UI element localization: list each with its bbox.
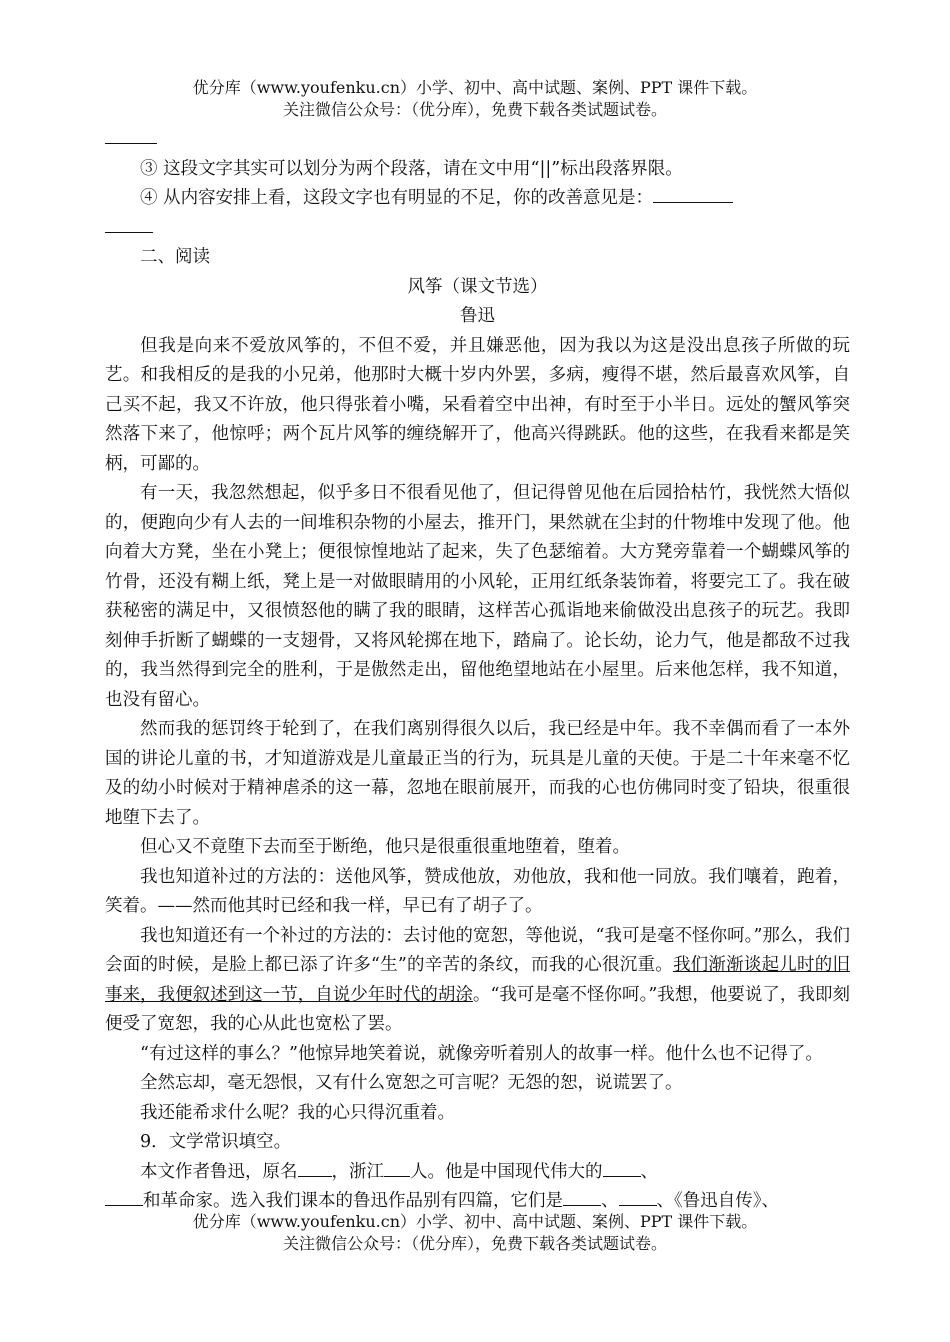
- answer-blank-line: [105, 214, 850, 244]
- passage-paragraph-7: “有过这样的事么？”他惊异地笑着说，就像旁听着别人的故事一样。他什么也不记得了。: [140, 1043, 823, 1064]
- answer-blank: [105, 129, 157, 144]
- q9-text: 和革命家。选入我们课本的鲁迅作品别有四篇，它们是: [143, 1191, 563, 1211]
- question-4: [105, 184, 850, 214]
- footer-line-1: 优分库（www.youfenku.cn）小学、初中、高中试题、案例、PPT 课件下载。: [192, 1212, 758, 1231]
- q9-text: ，浙江: [331, 1161, 384, 1182]
- paragraph-6-text-before: 我也知道还有一个补过的方法的：去讨他的宽恕，等他说，“我可是毫不怪你呵。”那么，我们会面的时候，是脸上都已添了许多“生”的辛苦的条纹，而我的心很沉重。: [105, 925, 850, 975]
- question-3: ③ 这段文字其实可以划分为两个段落，请在文中用“||”标出段落界限。: [140, 158, 683, 179]
- passage-paragraph-2: 有一天，我忽然想起，似乎多日不很看见他了，但记得曾见他在后园拾枯竹，我恍然大悟似的，便跑向少有人去的一间堆积杂物的小屋去，推开门，果然就在尘封的什物堆中发现了他。他向着大方凳，坐在小凳上；便很惊惶地站了起来，失了色瑟缩着。大方凳旁靠着一个蝴蝶风筝的竹骨，还没有糊上纸，凳上是一对做眼睛用的小风轮，正用红纸条装饰着，将要完工了。我在破获秘密的满足中，又很愤怒他的瞒了我的眼睛，这样苦心孤诣地来偷做没出息孩子的玩艺。我即刻伸手折断了蝴蝶的一支翅骨，又将风轮掷在地下，踏扁了。论长幼，论力气，他是都敌不过我的，我当然得到完全的胜利，于是傲然走出，留他绝望地站在小屋里。后来他怎样，我不知道，也没有留心。: [105, 483, 850, 710]
- q9-text: 人。他是中国现代伟大的: [410, 1161, 603, 1182]
- page-footer: [0, 1211, 950, 1255]
- q9-text: 、: [640, 1161, 658, 1182]
- answer-blank: [298, 1162, 332, 1177]
- question-9-title: 9．文学常识填空。: [140, 1132, 292, 1152]
- passage-paragraph-5: 我也知道补过的方法的：送他风筝，赞成他放，劝他放，我和他一同放。我们嚷着，跑着，笑着。——然而他其时已经和我一样，早已有了胡子了。: [105, 866, 850, 916]
- answer-blank: [384, 1162, 410, 1177]
- page-content: [105, 125, 850, 1217]
- article-author: 鲁迅: [460, 306, 495, 326]
- paragraph-6-text-after: 。“我可是毫不怪你呵。”我想，他要说了，我即刻便受了宽恕，我的心从此也宽松了罢。: [105, 984, 850, 1034]
- answer-blank: [563, 1191, 601, 1206]
- q9-text: 、: [601, 1191, 619, 1211]
- footer-line-2: 关注微信公众号：（优分库），免费下载各类试题试卷。: [282, 1234, 667, 1253]
- section-heading: 二、阅读: [140, 247, 210, 267]
- question-9-body: [105, 1158, 850, 1217]
- answer-blank: [653, 188, 733, 203]
- answer-blank: [105, 218, 153, 233]
- passage-paragraph-1: 但我是向来不爱放风筝的，不但不爱，并且嫌恶他，因为我以为这是没出息孩子所做的玩艺。和我相反的是我的小兄弟，他那时大概十岁内外罢，多病，瘦得不堪，然后最喜欢风筝，自己买不起，我又不许放，他只得张着小嘴，呆看着空中出神，有时至于小半日。远处的蟹风筝突然落下来了，他惊呼；两个瓦片风筝的缠绕解开了，他高兴得跳跃。他的这些，在我看来都是笑柄，可鄙的。: [105, 335, 850, 474]
- passage-paragraph-4: 但心又不竟堕下去而至于断绝，他只是很重很重地堕着，堕着。: [140, 837, 630, 857]
- article-title: 风筝（课文节选）: [407, 276, 548, 297]
- answer-blank: [619, 1191, 657, 1206]
- q9-text: 、《鲁迅自传》、: [656, 1191, 779, 1211]
- answer-blank-line: [105, 125, 850, 155]
- header-line-1: 优分库（www.youfenku.cn）小学、初中、高中试题、案例、PPT 课件下载。: [192, 78, 758, 97]
- header-line-2: 关注微信公众号：（优分库），免费下载各类试题试卷。: [282, 100, 667, 119]
- answer-blank: [603, 1162, 641, 1177]
- q9-text: 本文作者鲁迅，原名: [140, 1161, 298, 1182]
- passage-paragraph-9: 我还能希求什么呢？我的心只得沉重着。: [140, 1102, 455, 1123]
- passage-paragraph-8: 全然忘却，毫无怨恨，又有什么宽恕之可言呢？无怨的恕，说谎罢了。: [140, 1073, 683, 1093]
- passage-paragraph-6: [105, 922, 850, 1040]
- page-header: [0, 77, 950, 121]
- answer-blank: [105, 1191, 143, 1206]
- passage-paragraph-3: 然而我的惩罚终于轮到了，在我们离别得很久以后，我已经是中年。我不幸偶而看了一本外国的讲论儿童的书，才知道游戏是儿童最正当的行为，玩具是儿童的天使。于是二十年来毫不忆及的幼小时候对于精神虐杀的这一幕，忽地在眼前展开，而我的心也仿佛同时变了铅块，很重很地堕下去了。: [105, 719, 850, 828]
- question-4-text: ④ 从内容安排上看，这段文字也有明显的不足，你的改善意见是：: [140, 188, 654, 208]
- underlined-sentence: 我们渐渐谈起儿时的旧事来，我便叙述到这一节，自说少年时代的胡涂: [105, 955, 850, 1005]
